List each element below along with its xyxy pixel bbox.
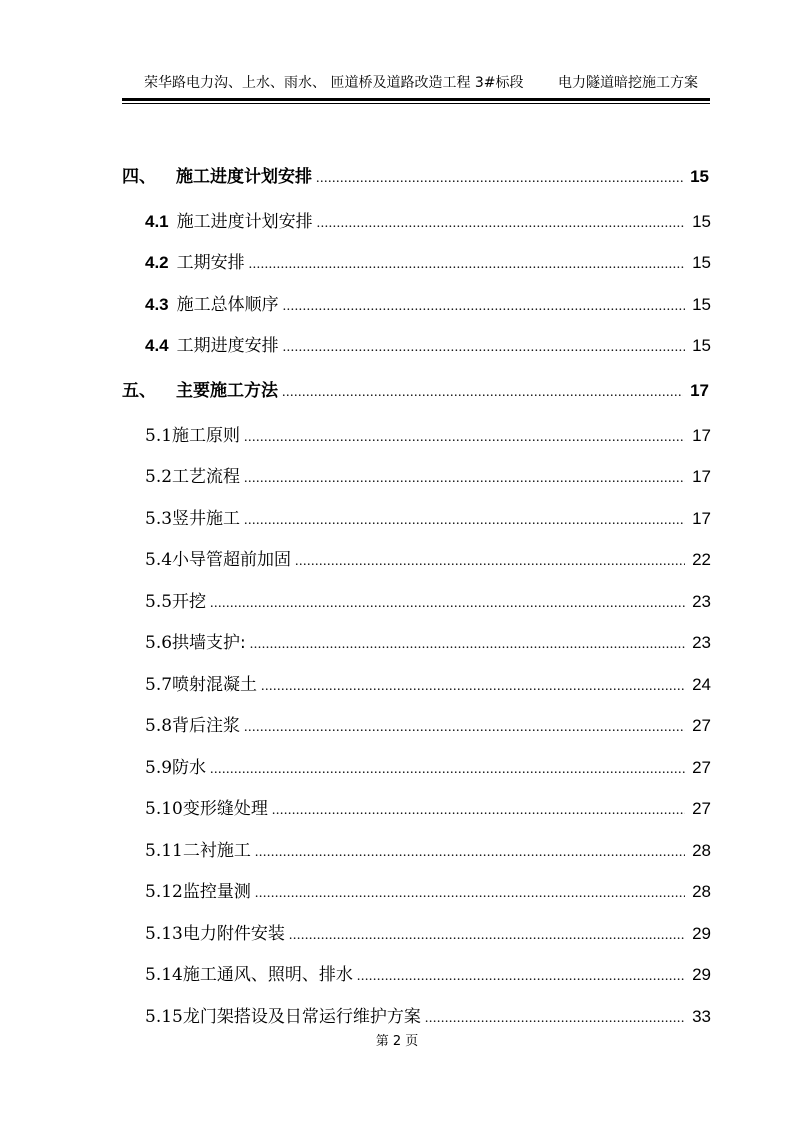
toc-entry-5-1[interactable] xyxy=(145,421,711,446)
toc-title: 喷射混凝土 xyxy=(172,675,258,695)
toc-leader-dots xyxy=(210,762,685,778)
toc-page-number: 15 xyxy=(690,167,709,186)
page-footer xyxy=(0,1030,794,1049)
toc-page-number: 15 xyxy=(692,212,711,231)
toc-page-number: 17 xyxy=(692,509,711,528)
toc-title: 施工通风、照明、排水 xyxy=(182,965,353,985)
toc-number: 4.4 xyxy=(145,336,169,355)
toc-leader-dots xyxy=(425,1011,685,1027)
toc-number: 5.7 xyxy=(145,675,173,695)
toc-title: 施工进度计划安排 xyxy=(176,212,313,232)
toc-leader-dots xyxy=(255,845,685,861)
toc-page-number: 17 xyxy=(690,381,709,400)
toc-entry-5-15[interactable] xyxy=(145,1002,711,1027)
header-document-title: 电力隧道暗挖施工方案 xyxy=(558,75,698,91)
toc-entry-5-12[interactable] xyxy=(145,877,711,902)
toc-title: 背后注浆 xyxy=(172,716,241,736)
toc-entry-5-8[interactable] xyxy=(145,711,711,736)
toc-number: 5.11 xyxy=(145,841,183,861)
toc-entry-5-5[interactable] xyxy=(145,587,711,612)
toc-title: 电力附件安装 xyxy=(182,924,285,944)
toc-entry-4-1[interactable] xyxy=(145,207,711,232)
toc-entry-5-11[interactable] xyxy=(145,836,711,861)
toc-entry-5-9[interactable] xyxy=(145,753,711,778)
toc-number: 5.5 xyxy=(145,592,173,612)
toc-title: 工艺流程 xyxy=(172,467,241,487)
toc-title: 竖井施工 xyxy=(172,509,241,529)
toc-leader-dots xyxy=(357,969,685,985)
toc-entry-5-10[interactable] xyxy=(145,794,711,819)
toc-title: 开挖 xyxy=(172,592,207,612)
toc-entry-5-13[interactable] xyxy=(145,919,711,944)
toc-leader-dots xyxy=(317,216,685,232)
toc-number: 5.14 xyxy=(145,965,183,985)
toc-title: 小导管超前加固 xyxy=(172,550,292,570)
toc-number: 五、 xyxy=(122,381,156,401)
toc-title: 防水 xyxy=(172,758,207,778)
toc-title: 工期进度安排 xyxy=(176,336,279,356)
toc-entry-5-4[interactable] xyxy=(145,545,711,570)
toc-title: 拱墙支护: xyxy=(172,633,246,653)
toc-entry-5-7[interactable] xyxy=(145,670,711,695)
toc-page-number: 15 xyxy=(692,336,711,355)
page-number-label: 第 2 页 xyxy=(375,1034,419,1049)
toc-number: 5.12 xyxy=(145,882,183,902)
toc-page-number: 27 xyxy=(692,799,711,818)
toc-entry-5-2[interactable] xyxy=(145,462,711,487)
toc-number: 4.3 xyxy=(145,295,169,314)
toc-number: 5.15 xyxy=(145,1007,183,1027)
toc-entry-4-2[interactable] xyxy=(145,248,711,273)
toc-leader-dots xyxy=(295,554,685,570)
toc-title: 变形缝处理 xyxy=(182,799,268,819)
toc-leader-dots xyxy=(244,471,685,487)
toc-number: 4.1 xyxy=(145,212,169,231)
toc-title: 二衬施工 xyxy=(182,841,251,861)
toc-leader-dots xyxy=(282,385,683,401)
toc-leader-dots xyxy=(261,679,685,695)
toc-number: 5.2 xyxy=(145,467,173,487)
toc-page-number: 28 xyxy=(692,882,711,901)
toc-entry-section-4[interactable] xyxy=(122,162,709,187)
toc-page-number: 22 xyxy=(692,550,711,569)
toc-leader-dots xyxy=(210,596,685,612)
toc-title: 施工进度计划安排 xyxy=(176,167,312,187)
toc-leader-dots xyxy=(244,513,685,529)
toc-title: 工期安排 xyxy=(176,253,245,273)
toc-entry-section-5[interactable] xyxy=(122,376,709,401)
toc-page-number: 29 xyxy=(692,924,711,943)
toc-number: 5.13 xyxy=(145,924,183,944)
toc-number: 5.4 xyxy=(145,550,173,570)
toc-page-number: 29 xyxy=(692,965,711,984)
toc-page-number: 17 xyxy=(692,467,711,486)
toc-leader-dots xyxy=(272,803,685,819)
toc-page-number: 27 xyxy=(692,758,711,777)
toc-page-number: 15 xyxy=(692,295,711,314)
toc-title: 施工总体顺序 xyxy=(176,295,279,315)
toc-number: 5.6 xyxy=(145,633,173,653)
toc-leader-dots xyxy=(249,257,685,273)
toc-page-number: 28 xyxy=(692,841,711,860)
toc-page-number: 27 xyxy=(692,716,711,735)
toc-title: 龙门架搭设及日常运行维护方案 xyxy=(182,1007,421,1027)
toc-leader-dots xyxy=(283,299,685,315)
toc-title: 主要施工方法 xyxy=(176,381,278,401)
toc-number: 四、 xyxy=(122,167,156,187)
toc-number: 5.3 xyxy=(145,509,173,529)
toc-entry-4-3[interactable] xyxy=(145,290,711,315)
toc-page-number: 23 xyxy=(692,592,711,611)
toc-entry-4-4[interactable] xyxy=(145,331,711,356)
toc-number: 5.8 xyxy=(145,716,173,736)
toc-page-number: 33 xyxy=(692,1007,711,1026)
toc-page-number: 15 xyxy=(692,253,711,272)
toc-entry-5-14[interactable] xyxy=(145,960,711,985)
toc-page-number: 23 xyxy=(692,633,711,652)
toc-number: 5.1 xyxy=(145,426,173,446)
header-project-title: 荣华路电力沟、上水、雨水、 匝道桥及道路改造工程 3#标段 xyxy=(144,75,524,91)
toc-leader-dots xyxy=(289,928,685,944)
toc-leader-dots xyxy=(244,430,685,446)
toc-leader-dots xyxy=(283,340,685,356)
toc-title: 监控量测 xyxy=(182,882,251,902)
toc-number: 5.10 xyxy=(145,799,183,819)
toc-leader-dots xyxy=(316,171,683,187)
toc-entry-5-3[interactable] xyxy=(145,504,711,529)
toc-page-number: 24 xyxy=(692,675,711,694)
toc-number: 5.9 xyxy=(145,758,173,778)
toc-number: 4.2 xyxy=(145,253,169,272)
toc-leader-dots xyxy=(255,886,685,902)
toc-page-number: 17 xyxy=(692,426,711,445)
toc-leader-dots xyxy=(250,637,685,653)
toc-title: 施工原则 xyxy=(172,426,241,446)
toc-entry-5-6[interactable] xyxy=(145,628,711,653)
toc-leader-dots xyxy=(244,720,685,736)
